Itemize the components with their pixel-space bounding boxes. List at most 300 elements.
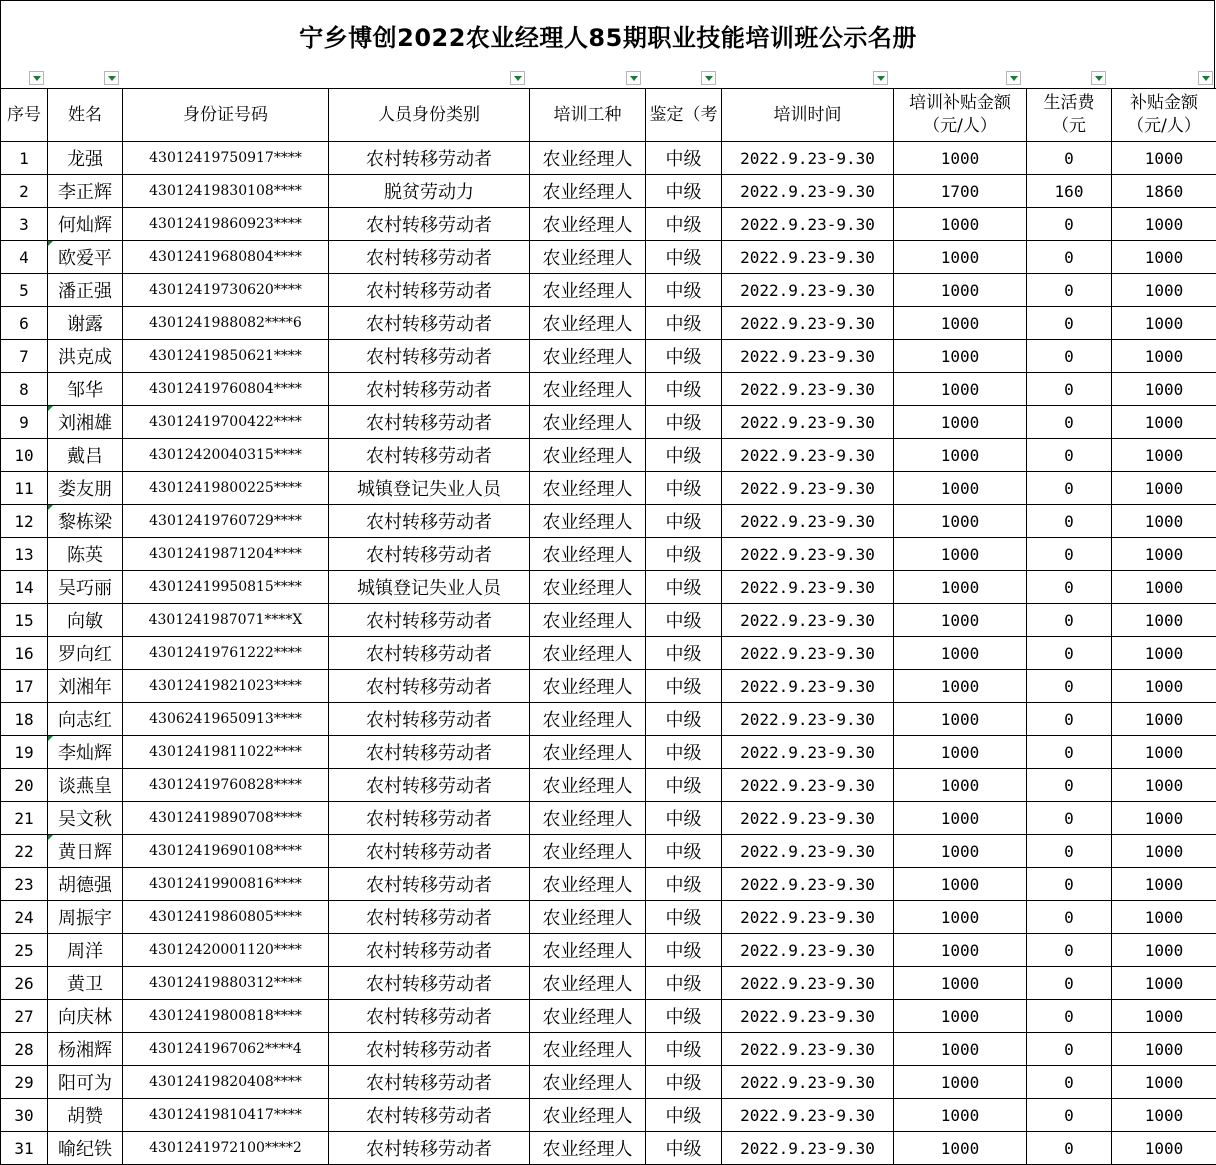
training-subsidy-cell[interactable]: 1000 <box>894 274 1027 307</box>
person-category-cell[interactable]: 农村转移劳动者 <box>329 637 530 670</box>
training-trade-cell[interactable]: 农业经理人 <box>530 142 646 175</box>
training-trade-cell[interactable]: 农业经理人 <box>530 868 646 901</box>
subsidy-total-cell[interactable]: 1000 <box>1112 1132 1216 1165</box>
person-category-cell[interactable]: 农村转移劳动者 <box>329 142 530 175</box>
person-name-cell[interactable]: 谢露 <box>48 307 123 340</box>
appraisal-level-cell[interactable]: 中级 <box>646 736 722 769</box>
training-trade-cell[interactable]: 农业经理人 <box>530 571 646 604</box>
person-name-cell[interactable]: 罗向红 <box>48 637 123 670</box>
row-number-cell[interactable]: 18 <box>1 703 48 736</box>
filter-dropdown-icon[interactable] <box>1198 71 1213 85</box>
appraisal-level-cell[interactable]: 中级 <box>646 967 722 1000</box>
training-subsidy-cell[interactable]: 1000 <box>894 967 1027 1000</box>
training-subsidy-cell[interactable]: 1000 <box>894 406 1027 439</box>
living-allowance-cell[interactable]: 0 <box>1027 802 1112 835</box>
person-category-cell[interactable]: 农村转移劳动者 <box>329 406 530 439</box>
training-trade-cell[interactable]: 农业经理人 <box>530 736 646 769</box>
appraisal-level-cell[interactable]: 中级 <box>646 373 722 406</box>
living-allowance-cell[interactable]: 0 <box>1027 1066 1112 1099</box>
id-number-cell[interactable]: 4301241988082****6 <box>123 307 329 340</box>
training-trade-cell[interactable]: 农业经理人 <box>530 1132 646 1165</box>
training-subsidy-cell[interactable]: 1000 <box>894 604 1027 637</box>
living-allowance-cell[interactable]: 0 <box>1027 1033 1112 1066</box>
subsidy-total-cell[interactable]: 1000 <box>1112 472 1216 505</box>
training-subsidy-cell[interactable]: 1000 <box>894 1033 1027 1066</box>
row-number-cell[interactable]: 15 <box>1 604 48 637</box>
person-name-cell[interactable]: 向志红 <box>48 703 123 736</box>
living-allowance-cell[interactable]: 0 <box>1027 571 1112 604</box>
appraisal-level-cell[interactable]: 中级 <box>646 604 722 637</box>
row-number-cell[interactable]: 29 <box>1 1066 48 1099</box>
training-trade-cell[interactable]: 农业经理人 <box>530 802 646 835</box>
living-allowance-cell[interactable]: 0 <box>1027 373 1112 406</box>
person-name-cell[interactable]: 周振宇 <box>48 901 123 934</box>
training-trade-cell[interactable]: 农业经理人 <box>530 604 646 637</box>
training-period-cell[interactable]: 2022.9.23-9.30 <box>722 571 894 604</box>
training-subsidy-cell[interactable]: 1000 <box>894 736 1027 769</box>
person-category-cell[interactable]: 农村转移劳动者 <box>329 868 530 901</box>
subsidy-total-cell[interactable]: 1000 <box>1112 703 1216 736</box>
subsidy-total-cell[interactable]: 1860 <box>1112 175 1216 208</box>
living-allowance-cell[interactable]: 0 <box>1027 505 1112 538</box>
row-number-cell[interactable]: 30 <box>1 1099 48 1132</box>
subsidy-total-cell[interactable]: 1000 <box>1112 505 1216 538</box>
training-subsidy-cell[interactable]: 1000 <box>894 703 1027 736</box>
appraisal-level-cell[interactable]: 中级 <box>646 1000 722 1033</box>
living-allowance-cell[interactable]: 0 <box>1027 769 1112 802</box>
subsidy-total-cell[interactable]: 1000 <box>1112 142 1216 175</box>
column-header-id[interactable]: 身份证号码 <box>123 89 329 142</box>
training-subsidy-cell[interactable]: 1000 <box>894 538 1027 571</box>
subsidy-total-cell[interactable]: 1000 <box>1112 736 1216 769</box>
person-category-cell[interactable]: 农村转移劳动者 <box>329 307 530 340</box>
appraisal-level-cell[interactable]: 中级 <box>646 208 722 241</box>
training-subsidy-cell[interactable]: 1000 <box>894 505 1027 538</box>
living-allowance-cell[interactable]: 160 <box>1027 175 1112 208</box>
subsidy-total-cell[interactable]: 1000 <box>1112 637 1216 670</box>
appraisal-level-cell[interactable]: 中级 <box>646 505 722 538</box>
training-trade-cell[interactable]: 农业经理人 <box>530 241 646 274</box>
subsidy-total-cell[interactable]: 1000 <box>1112 1099 1216 1132</box>
training-trade-cell[interactable]: 农业经理人 <box>530 967 646 1000</box>
subsidy-total-cell[interactable]: 1000 <box>1112 241 1216 274</box>
subsidy-total-cell[interactable]: 1000 <box>1112 1000 1216 1033</box>
column-header-training-subsidy[interactable]: 培训补贴金额（元/人） <box>894 89 1027 142</box>
appraisal-level-cell[interactable]: 中级 <box>646 637 722 670</box>
subsidy-total-cell[interactable]: 1000 <box>1112 538 1216 571</box>
person-category-cell[interactable]: 农村转移劳动者 <box>329 736 530 769</box>
subsidy-total-cell[interactable]: 1000 <box>1112 934 1216 967</box>
appraisal-level-cell[interactable]: 中级 <box>646 439 722 472</box>
appraisal-level-cell[interactable]: 中级 <box>646 472 722 505</box>
training-period-cell[interactable]: 2022.9.23-9.30 <box>722 967 894 1000</box>
person-name-cell[interactable]: 陈英 <box>48 538 123 571</box>
id-number-cell[interactable]: 43012419950815**** <box>123 571 329 604</box>
person-name-cell[interactable]: 吴巧丽 <box>48 571 123 604</box>
training-period-cell[interactable]: 2022.9.23-9.30 <box>722 241 894 274</box>
person-name-cell[interactable]: 刘湘雄 <box>48 406 123 439</box>
id-number-cell[interactable]: 43012419700422**** <box>123 406 329 439</box>
row-number-cell[interactable]: 3 <box>1 208 48 241</box>
subsidy-total-cell[interactable]: 1000 <box>1112 868 1216 901</box>
person-category-cell[interactable]: 农村转移劳动者 <box>329 373 530 406</box>
subsidy-total-cell[interactable]: 1000 <box>1112 340 1216 373</box>
training-period-cell[interactable]: 2022.9.23-9.30 <box>722 901 894 934</box>
id-number-cell[interactable]: 43012420040315**** <box>123 439 329 472</box>
living-allowance-cell[interactable]: 0 <box>1027 406 1112 439</box>
subsidy-total-cell[interactable]: 1000 <box>1112 604 1216 637</box>
subsidy-total-cell[interactable]: 1000 <box>1112 274 1216 307</box>
training-trade-cell[interactable]: 农业经理人 <box>530 1033 646 1066</box>
training-trade-cell[interactable]: 农业经理人 <box>530 439 646 472</box>
id-number-cell[interactable]: 43012419890708**** <box>123 802 329 835</box>
person-category-cell[interactable]: 农村转移劳动者 <box>329 1000 530 1033</box>
id-number-cell[interactable]: 43012419820408**** <box>123 1066 329 1099</box>
id-number-cell[interactable]: 43012419760729**** <box>123 505 329 538</box>
living-allowance-cell[interactable]: 0 <box>1027 637 1112 670</box>
training-trade-cell[interactable]: 农业经理人 <box>530 538 646 571</box>
row-number-cell[interactable]: 28 <box>1 1033 48 1066</box>
training-period-cell[interactable]: 2022.9.23-9.30 <box>722 274 894 307</box>
training-subsidy-cell[interactable]: 1000 <box>894 934 1027 967</box>
training-subsidy-cell[interactable]: 1000 <box>894 472 1027 505</box>
training-period-cell[interactable]: 2022.9.23-9.30 <box>722 1132 894 1165</box>
row-number-cell[interactable]: 24 <box>1 901 48 934</box>
person-category-cell[interactable]: 城镇登记失业人员 <box>329 472 530 505</box>
person-name-cell[interactable]: 周洋 <box>48 934 123 967</box>
person-name-cell[interactable]: 喻纪铁 <box>48 1132 123 1165</box>
id-number-cell[interactable]: 43012419850621**** <box>123 340 329 373</box>
appraisal-level-cell[interactable]: 中级 <box>646 538 722 571</box>
training-period-cell[interactable]: 2022.9.23-9.30 <box>722 934 894 967</box>
appraisal-level-cell[interactable]: 中级 <box>646 406 722 439</box>
id-number-cell[interactable]: 43012419760804**** <box>123 373 329 406</box>
training-period-cell[interactable]: 2022.9.23-9.30 <box>722 769 894 802</box>
filter-dropdown-icon[interactable] <box>510 71 525 85</box>
training-period-cell[interactable]: 2022.9.23-9.30 <box>722 670 894 703</box>
column-header-category[interactable]: 人员身份类别 <box>329 89 530 142</box>
subsidy-total-cell[interactable]: 1000 <box>1112 769 1216 802</box>
id-number-cell[interactable]: 43012419761222**** <box>123 637 329 670</box>
row-number-cell[interactable]: 14 <box>1 571 48 604</box>
training-period-cell[interactable]: 2022.9.23-9.30 <box>722 637 894 670</box>
training-period-cell[interactable]: 2022.9.23-9.30 <box>722 1000 894 1033</box>
person-name-cell[interactable]: 娄友朋 <box>48 472 123 505</box>
appraisal-level-cell[interactable]: 中级 <box>646 901 722 934</box>
id-number-cell[interactable]: 43012419871204**** <box>123 538 329 571</box>
subsidy-total-cell[interactable]: 1000 <box>1112 307 1216 340</box>
person-name-cell[interactable]: 胡德强 <box>48 868 123 901</box>
row-number-cell[interactable]: 11 <box>1 472 48 505</box>
training-period-cell[interactable]: 2022.9.23-9.30 <box>722 340 894 373</box>
filter-dropdown-icon[interactable] <box>626 71 641 85</box>
appraisal-level-cell[interactable]: 中级 <box>646 934 722 967</box>
training-subsidy-cell[interactable]: 1000 <box>894 373 1027 406</box>
id-number-cell[interactable]: 43012419680804**** <box>123 241 329 274</box>
training-trade-cell[interactable]: 农业经理人 <box>530 472 646 505</box>
row-number-cell[interactable]: 22 <box>1 835 48 868</box>
row-number-cell[interactable]: 10 <box>1 439 48 472</box>
subsidy-total-cell[interactable]: 1000 <box>1112 208 1216 241</box>
training-trade-cell[interactable]: 农业经理人 <box>530 406 646 439</box>
living-allowance-cell[interactable]: 0 <box>1027 274 1112 307</box>
id-number-cell[interactable]: 43062419650913**** <box>123 703 329 736</box>
row-number-cell[interactable]: 19 <box>1 736 48 769</box>
training-period-cell[interactable]: 2022.9.23-9.30 <box>722 835 894 868</box>
person-category-cell[interactable]: 农村转移劳动者 <box>329 1132 530 1165</box>
appraisal-level-cell[interactable]: 中级 <box>646 1033 722 1066</box>
row-number-cell[interactable]: 25 <box>1 934 48 967</box>
training-trade-cell[interactable]: 农业经理人 <box>530 307 646 340</box>
living-allowance-cell[interactable]: 0 <box>1027 835 1112 868</box>
training-period-cell[interactable]: 2022.9.23-9.30 <box>722 175 894 208</box>
living-allowance-cell[interactable]: 0 <box>1027 736 1112 769</box>
living-allowance-cell[interactable]: 0 <box>1027 307 1112 340</box>
training-subsidy-cell[interactable]: 1000 <box>894 769 1027 802</box>
subsidy-total-cell[interactable]: 1000 <box>1112 373 1216 406</box>
living-allowance-cell[interactable]: 0 <box>1027 670 1112 703</box>
training-period-cell[interactable]: 2022.9.23-9.30 <box>722 802 894 835</box>
filter-dropdown-icon[interactable] <box>701 71 716 85</box>
training-period-cell[interactable]: 2022.9.23-9.30 <box>722 439 894 472</box>
person-category-cell[interactable]: 农村转移劳动者 <box>329 901 530 934</box>
training-trade-cell[interactable]: 农业经理人 <box>530 934 646 967</box>
row-number-cell[interactable]: 27 <box>1 1000 48 1033</box>
training-period-cell[interactable]: 2022.9.23-9.30 <box>722 505 894 538</box>
id-number-cell[interactable]: 43012419821023**** <box>123 670 329 703</box>
person-category-cell[interactable]: 农村转移劳动者 <box>329 208 530 241</box>
training-subsidy-cell[interactable]: 1000 <box>894 1132 1027 1165</box>
id-number-cell[interactable]: 43012419750917**** <box>123 142 329 175</box>
training-trade-cell[interactable]: 农业经理人 <box>530 208 646 241</box>
person-name-cell[interactable]: 黄卫 <box>48 967 123 1000</box>
living-allowance-cell[interactable]: 0 <box>1027 934 1112 967</box>
id-number-cell[interactable]: 43012419880312**** <box>123 967 329 1000</box>
training-subsidy-cell[interactable]: 1000 <box>894 637 1027 670</box>
appraisal-level-cell[interactable]: 中级 <box>646 571 722 604</box>
living-allowance-cell[interactable]: 0 <box>1027 1000 1112 1033</box>
person-category-cell[interactable]: 农村转移劳动者 <box>329 1033 530 1066</box>
living-allowance-cell[interactable]: 0 <box>1027 703 1112 736</box>
training-period-cell[interactable]: 2022.9.23-9.30 <box>722 472 894 505</box>
person-name-cell[interactable]: 欧爱平 <box>48 241 123 274</box>
training-subsidy-cell[interactable]: 1000 <box>894 901 1027 934</box>
id-number-cell[interactable]: 43012419830108**** <box>123 175 329 208</box>
row-number-cell[interactable]: 21 <box>1 802 48 835</box>
person-name-cell[interactable]: 李正辉 <box>48 175 123 208</box>
training-subsidy-cell[interactable]: 1000 <box>894 835 1027 868</box>
training-period-cell[interactable]: 2022.9.23-9.30 <box>722 406 894 439</box>
training-period-cell[interactable]: 2022.9.23-9.30 <box>722 1066 894 1099</box>
person-category-cell[interactable]: 城镇登记失业人员 <box>329 571 530 604</box>
training-subsidy-cell[interactable]: 1000 <box>894 208 1027 241</box>
row-number-cell[interactable]: 31 <box>1 1132 48 1165</box>
id-number-cell[interactable]: 43012419690108**** <box>123 835 329 868</box>
training-trade-cell[interactable]: 农业经理人 <box>530 1066 646 1099</box>
living-allowance-cell[interactable]: 0 <box>1027 142 1112 175</box>
training-trade-cell[interactable]: 农业经理人 <box>530 703 646 736</box>
person-category-cell[interactable]: 农村转移劳动者 <box>329 769 530 802</box>
row-number-cell[interactable]: 9 <box>1 406 48 439</box>
person-category-cell[interactable]: 农村转移劳动者 <box>329 967 530 1000</box>
training-subsidy-cell[interactable]: 1700 <box>894 175 1027 208</box>
person-category-cell[interactable]: 农村转移劳动者 <box>329 604 530 637</box>
person-name-cell[interactable]: 黎栋梁 <box>48 505 123 538</box>
row-number-cell[interactable]: 1 <box>1 142 48 175</box>
subsidy-total-cell[interactable]: 1000 <box>1112 967 1216 1000</box>
row-number-cell[interactable]: 7 <box>1 340 48 373</box>
row-number-cell[interactable]: 8 <box>1 373 48 406</box>
id-number-cell[interactable]: 4301241972100****2 <box>123 1132 329 1165</box>
training-trade-cell[interactable]: 农业经理人 <box>530 901 646 934</box>
person-category-cell[interactable]: 脱贫劳动力 <box>329 175 530 208</box>
filter-dropdown-icon[interactable] <box>104 71 119 85</box>
subsidy-total-cell[interactable]: 1000 <box>1112 670 1216 703</box>
person-name-cell[interactable]: 向庆林 <box>48 1000 123 1033</box>
appraisal-level-cell[interactable]: 中级 <box>646 835 722 868</box>
training-subsidy-cell[interactable]: 1000 <box>894 1066 1027 1099</box>
person-category-cell[interactable]: 农村转移劳动者 <box>329 538 530 571</box>
row-number-cell[interactable]: 4 <box>1 241 48 274</box>
id-number-cell[interactable]: 4301241967062****4 <box>123 1033 329 1066</box>
person-category-cell[interactable]: 农村转移劳动者 <box>329 1099 530 1132</box>
row-number-cell[interactable]: 17 <box>1 670 48 703</box>
person-name-cell[interactable]: 胡赞 <box>48 1099 123 1132</box>
training-trade-cell[interactable]: 农业经理人 <box>530 637 646 670</box>
living-allowance-cell[interactable]: 0 <box>1027 901 1112 934</box>
appraisal-level-cell[interactable]: 中级 <box>646 340 722 373</box>
person-category-cell[interactable]: 农村转移劳动者 <box>329 274 530 307</box>
person-category-cell[interactable]: 农村转移劳动者 <box>329 505 530 538</box>
person-category-cell[interactable]: 农村转移劳动者 <box>329 340 530 373</box>
person-category-cell[interactable]: 农村转移劳动者 <box>329 934 530 967</box>
living-allowance-cell[interactable]: 0 <box>1027 1132 1112 1165</box>
column-header-period[interactable]: 培训时间 <box>722 89 894 142</box>
training-subsidy-cell[interactable]: 1000 <box>894 670 1027 703</box>
person-category-cell[interactable]: 农村转移劳动者 <box>329 670 530 703</box>
training-subsidy-cell[interactable]: 1000 <box>894 1000 1027 1033</box>
filter-dropdown-icon[interactable] <box>1091 71 1106 85</box>
appraisal-level-cell[interactable]: 中级 <box>646 670 722 703</box>
living-allowance-cell[interactable]: 0 <box>1027 340 1112 373</box>
training-period-cell[interactable]: 2022.9.23-9.30 <box>722 604 894 637</box>
person-name-cell[interactable]: 何灿辉 <box>48 208 123 241</box>
id-number-cell[interactable]: 43012420001120**** <box>123 934 329 967</box>
training-trade-cell[interactable]: 农业经理人 <box>530 274 646 307</box>
living-allowance-cell[interactable]: 0 <box>1027 538 1112 571</box>
person-name-cell[interactable]: 邹华 <box>48 373 123 406</box>
row-number-cell[interactable]: 20 <box>1 769 48 802</box>
person-name-cell[interactable]: 戴吕 <box>48 439 123 472</box>
appraisal-level-cell[interactable]: 中级 <box>646 175 722 208</box>
training-subsidy-cell[interactable]: 1000 <box>894 1099 1027 1132</box>
person-name-cell[interactable]: 谈燕皇 <box>48 769 123 802</box>
column-header-total[interactable]: 补贴金额（元/人） <box>1112 89 1216 142</box>
appraisal-level-cell[interactable]: 中级 <box>646 142 722 175</box>
subsidy-total-cell[interactable]: 1000 <box>1112 1033 1216 1066</box>
row-number-cell[interactable]: 2 <box>1 175 48 208</box>
id-number-cell[interactable]: 43012419730620**** <box>123 274 329 307</box>
appraisal-level-cell[interactable]: 中级 <box>646 868 722 901</box>
training-trade-cell[interactable]: 农业经理人 <box>530 670 646 703</box>
filter-dropdown-icon[interactable] <box>1006 71 1021 85</box>
training-trade-cell[interactable]: 农业经理人 <box>530 835 646 868</box>
training-subsidy-cell[interactable]: 1000 <box>894 802 1027 835</box>
row-number-cell[interactable]: 6 <box>1 307 48 340</box>
appraisal-level-cell[interactable]: 中级 <box>646 274 722 307</box>
person-category-cell[interactable]: 农村转移劳动者 <box>329 835 530 868</box>
person-name-cell[interactable]: 阳可为 <box>48 1066 123 1099</box>
id-number-cell[interactable]: 43012419810417**** <box>123 1099 329 1132</box>
row-number-cell[interactable]: 12 <box>1 505 48 538</box>
appraisal-level-cell[interactable]: 中级 <box>646 307 722 340</box>
subsidy-total-cell[interactable]: 1000 <box>1112 835 1216 868</box>
training-subsidy-cell[interactable]: 1000 <box>894 439 1027 472</box>
column-header-trade[interactable]: 培训工种 <box>530 89 646 142</box>
id-number-cell[interactable]: 43012419860923**** <box>123 208 329 241</box>
subsidy-total-cell[interactable]: 1000 <box>1112 439 1216 472</box>
living-allowance-cell[interactable]: 0 <box>1027 241 1112 274</box>
training-trade-cell[interactable]: 农业经理人 <box>530 769 646 802</box>
subsidy-total-cell[interactable]: 1000 <box>1112 406 1216 439</box>
column-header-level[interactable]: 鉴定（考 <box>646 89 722 142</box>
training-trade-cell[interactable]: 农业经理人 <box>530 505 646 538</box>
training-subsidy-cell[interactable]: 1000 <box>894 340 1027 373</box>
id-number-cell[interactable]: 43012419860805**** <box>123 901 329 934</box>
appraisal-level-cell[interactable]: 中级 <box>646 802 722 835</box>
person-category-cell[interactable]: 农村转移劳动者 <box>329 439 530 472</box>
appraisal-level-cell[interactable]: 中级 <box>646 1099 722 1132</box>
training-trade-cell[interactable]: 农业经理人 <box>530 373 646 406</box>
living-allowance-cell[interactable]: 0 <box>1027 439 1112 472</box>
subsidy-total-cell[interactable]: 1000 <box>1112 802 1216 835</box>
person-category-cell[interactable]: 农村转移劳动者 <box>329 241 530 274</box>
appraisal-level-cell[interactable]: 中级 <box>646 1066 722 1099</box>
training-trade-cell[interactable]: 农业经理人 <box>530 340 646 373</box>
training-period-cell[interactable]: 2022.9.23-9.30 <box>722 538 894 571</box>
living-allowance-cell[interactable]: 0 <box>1027 472 1112 505</box>
training-period-cell[interactable]: 2022.9.23-9.30 <box>722 703 894 736</box>
training-period-cell[interactable]: 2022.9.23-9.30 <box>722 373 894 406</box>
id-number-cell[interactable]: 43012419900816**** <box>123 868 329 901</box>
filter-dropdown-icon[interactable] <box>873 71 888 85</box>
training-period-cell[interactable]: 2022.9.23-9.30 <box>722 1033 894 1066</box>
person-category-cell[interactable]: 农村转移劳动者 <box>329 703 530 736</box>
row-number-cell[interactable]: 16 <box>1 637 48 670</box>
training-subsidy-cell[interactable]: 1000 <box>894 307 1027 340</box>
subsidy-total-cell[interactable]: 1000 <box>1112 1066 1216 1099</box>
person-name-cell[interactable]: 李灿辉 <box>48 736 123 769</box>
training-subsidy-cell[interactable]: 1000 <box>894 868 1027 901</box>
person-category-cell[interactable]: 农村转移劳动者 <box>329 1066 530 1099</box>
person-name-cell[interactable]: 潘正强 <box>48 274 123 307</box>
subsidy-total-cell[interactable]: 1000 <box>1112 901 1216 934</box>
person-category-cell[interactable]: 农村转移劳动者 <box>329 802 530 835</box>
person-name-cell[interactable]: 向敏 <box>48 604 123 637</box>
id-number-cell[interactable]: 43012419811022**** <box>123 736 329 769</box>
filter-dropdown-icon[interactable] <box>29 71 44 85</box>
training-period-cell[interactable]: 2022.9.23-9.30 <box>722 307 894 340</box>
person-name-cell[interactable]: 吴文秋 <box>48 802 123 835</box>
living-allowance-cell[interactable]: 0 <box>1027 604 1112 637</box>
appraisal-level-cell[interactable]: 中级 <box>646 241 722 274</box>
training-period-cell[interactable]: 2022.9.23-9.30 <box>722 208 894 241</box>
id-number-cell[interactable]: 4301241987071****X <box>123 604 329 637</box>
training-period-cell[interactable]: 2022.9.23-9.30 <box>722 1099 894 1132</box>
person-name-cell[interactable]: 刘湘年 <box>48 670 123 703</box>
training-period-cell[interactable]: 2022.9.23-9.30 <box>722 736 894 769</box>
training-trade-cell[interactable]: 农业经理人 <box>530 175 646 208</box>
